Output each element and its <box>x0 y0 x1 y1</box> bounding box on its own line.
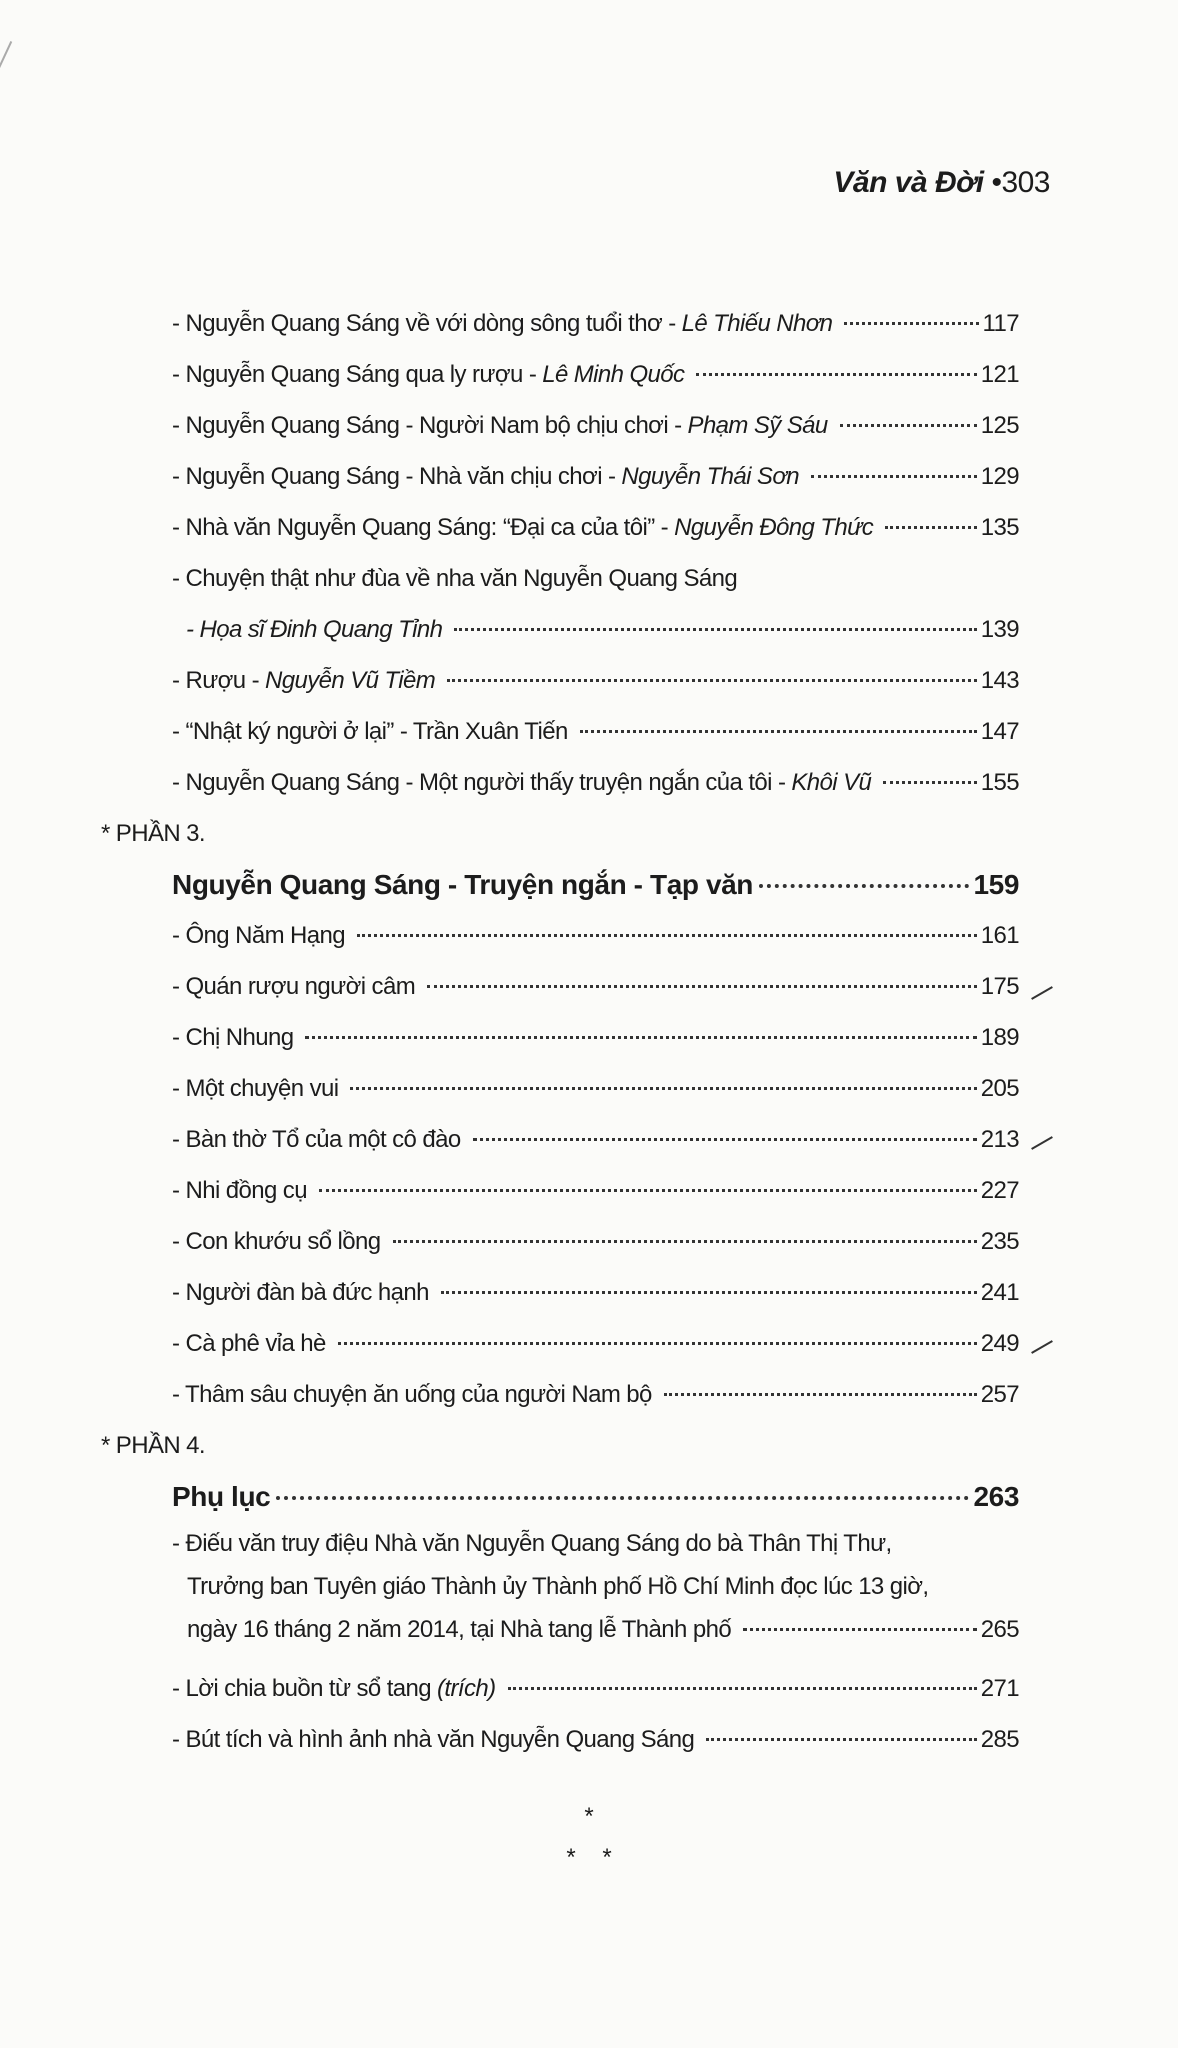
pen-tick-mark <box>1031 1340 1053 1354</box>
dot-leader <box>885 526 977 529</box>
dot-leader <box>473 1138 977 1141</box>
entry-title: * PHẦN 3. <box>101 820 205 847</box>
dot-leader <box>844 322 978 325</box>
entry-page-number: 189 <box>980 1024 1019 1051</box>
toc-entry[interactable] <box>101 604 1019 655</box>
toc-entry[interactable] <box>101 910 1019 961</box>
entry-title: - Nguyễn Quang Sáng - Người Nam bộ chịu chơi - <box>172 412 682 439</box>
toc-entry[interactable] <box>101 1663 1019 1714</box>
entry-title: - Bút tích và hình ảnh nhà văn Nguyễn Quang Sáng <box>172 1726 695 1753</box>
entry-page-number: 227 <box>980 1177 1019 1204</box>
entry-author: Khôi Vũ <box>791 769 872 796</box>
entry-title: - Người đàn bà đức hạnh <box>172 1279 429 1306</box>
dot-leader <box>454 628 976 631</box>
end-ornament-bottom: * * <box>566 1844 612 1871</box>
dot-leader <box>276 1496 969 1500</box>
entry-author: Nguyễn Vũ Tiềm <box>265 667 436 694</box>
pen-tick-mark <box>1031 1136 1053 1150</box>
entry-page-number: 161 <box>980 922 1019 949</box>
scan-mark <box>0 41 12 69</box>
toc-entry[interactable] <box>101 1565 1019 1608</box>
toc-entry[interactable] <box>101 1369 1019 1420</box>
entry-title: - Chuyện thật như đùa về nha văn Nguyễn Quang Sáng <box>172 565 738 592</box>
dot-leader <box>811 475 977 478</box>
dot-leader <box>393 1240 977 1243</box>
toc-entry[interactable] <box>101 961 1019 1012</box>
entry-page-number: 205 <box>980 1075 1019 1102</box>
entry-page-number: 249 <box>980 1330 1019 1357</box>
entry-title: - Rượu - <box>172 667 260 694</box>
entry-title: - Quán rượu người câm <box>172 973 416 1000</box>
entry-title: - Nguyễn Quang Sáng - Một người thấy truyện ngắn của tôi - <box>172 769 786 796</box>
entry-page-number: 257 <box>980 1381 1019 1408</box>
entry-page-number: 213 <box>980 1126 1019 1153</box>
toc-entry[interactable] <box>101 1216 1019 1267</box>
entry-title: - “Nhật ký người ở lại” - Trần Xuân Tiến <box>172 718 568 745</box>
dot-leader <box>508 1687 977 1690</box>
entry-title: * PHẦN 4. <box>101 1432 205 1459</box>
toc-entry[interactable] <box>101 1318 1019 1369</box>
dot-leader <box>338 1342 977 1345</box>
toc-entry[interactable] <box>101 1608 1019 1659</box>
dot-leader <box>743 1628 977 1631</box>
table-of-contents <box>101 298 1019 1765</box>
toc-entry[interactable] <box>101 1063 1019 1114</box>
dot-leader <box>305 1036 976 1039</box>
dot-leader <box>447 679 977 682</box>
part-label[interactable] <box>101 1420 1019 1471</box>
toc-entry[interactable] <box>101 1522 1019 1565</box>
dot-leader <box>441 1291 977 1294</box>
entry-title: - Điếu văn truy điệu Nhà văn Nguyễn Quang Sáng do bà Thân Thị Thư, <box>172 1530 892 1557</box>
dot-leader <box>759 884 969 888</box>
entry-title: Nguyễn Quang Sáng - Truyện ngắn - Tạp văn <box>172 869 753 900</box>
toc-entry[interactable] <box>101 502 1019 553</box>
dot-leader <box>319 1189 977 1192</box>
entry-author: Lê Thiếu Nhơn <box>681 310 833 337</box>
toc-entry[interactable] <box>101 451 1019 502</box>
entry-author: Lê Minh Quốc <box>542 361 685 388</box>
entry-title: ngày 16 tháng 2 năm 2014, tại Nhà tang lễ Thành phố <box>187 1616 732 1643</box>
toc-entry[interactable] <box>101 757 1019 808</box>
running-header <box>833 166 1050 200</box>
toc-entry[interactable] <box>101 1165 1019 1216</box>
entry-page-number: 147 <box>980 718 1019 745</box>
dot-leader <box>427 985 977 988</box>
pen-tick-mark <box>1031 986 1053 1000</box>
entry-page-number: 159 <box>973 869 1019 900</box>
entry-title: - Nguyễn Quang Sáng về với dòng sông tuổi thơ - <box>172 310 676 337</box>
entry-title: - Cà phê vỉa hè <box>172 1330 326 1357</box>
part-label[interactable] <box>101 808 1019 859</box>
dot-leader <box>580 730 977 733</box>
entry-title: - Nguyễn Quang Sáng - Nhà văn chịu chơi - <box>172 463 616 490</box>
entry-title: - Thâm sâu chuyện ăn uống của người Nam bộ <box>172 1381 652 1408</box>
toc-entry[interactable] <box>101 655 1019 706</box>
entry-title: - Một chuyện vui <box>172 1075 339 1102</box>
entry-page-number: 135 <box>980 514 1019 541</box>
entry-page-number: 265 <box>980 1616 1019 1643</box>
section-heading[interactable] <box>101 1471 1019 1522</box>
toc-entry[interactable] <box>101 1012 1019 1063</box>
dot-leader <box>664 1393 977 1396</box>
entry-page-number: 143 <box>980 667 1019 694</box>
entry-title: - Lời chia buồn từ sổ tang <box>172 1675 432 1702</box>
entry-author: Nguyễn Đông Thức <box>674 514 874 541</box>
entry-page-number: 155 <box>980 769 1019 796</box>
page-number: •303 <box>991 166 1050 199</box>
entry-title: - Nguyễn Quang Sáng qua ly rượu - <box>172 361 537 388</box>
entry-title: - Nhà văn Nguyễn Quang Sáng: “Đại ca của tôi” - <box>172 514 669 541</box>
entry-page-number: 175 <box>980 973 1019 1000</box>
entry-page-number: 117 <box>982 310 1019 337</box>
toc-entry[interactable] <box>101 400 1019 451</box>
entry-author: Nguyễn Thái Sơn <box>621 463 800 490</box>
toc-entry[interactable] <box>101 706 1019 757</box>
entry-title: Trưởng ban Tuyên giáo Thành ủy Thành phố Hồ Chí Minh đọc lúc 13 giờ, <box>187 1573 929 1600</box>
end-ornament-top: * <box>584 1803 594 1830</box>
toc-entry[interactable] <box>101 349 1019 400</box>
dot-leader <box>840 424 977 427</box>
toc-entry[interactable] <box>101 1714 1019 1765</box>
entry-page-number: 121 <box>980 361 1019 388</box>
entry-title: Phụ lục <box>172 1481 271 1512</box>
entry-page-number: 285 <box>980 1726 1019 1753</box>
entry-title: - Bàn thờ Tổ của một cô đào <box>172 1126 461 1153</box>
entry-author: (trích) <box>437 1675 496 1702</box>
entry-page-number: 241 <box>980 1279 1019 1306</box>
entry-title: - Ông Năm Hạng <box>172 922 346 949</box>
dot-leader <box>350 1087 976 1090</box>
dot-leader <box>357 934 977 937</box>
entry-author: - Họa sĩ Đinh Quang Tỉnh <box>186 616 443 643</box>
dot-leader <box>883 781 977 784</box>
toc-entry[interactable] <box>101 1114 1019 1165</box>
entry-page-number: 125 <box>980 412 1019 439</box>
entry-title: - Con khướu sổ lồng <box>172 1228 381 1255</box>
section-heading[interactable] <box>101 859 1019 910</box>
entry-page-number: 129 <box>980 463 1019 490</box>
dot-leader <box>696 373 976 376</box>
entry-title: - Chị Nhung <box>172 1024 294 1051</box>
entry-page-number: 139 <box>980 616 1019 643</box>
entry-page-number: 235 <box>980 1228 1019 1255</box>
toc-entry[interactable] <box>101 298 1019 349</box>
entry-page-number: 263 <box>973 1481 1019 1512</box>
toc-entry[interactable] <box>101 1267 1019 1318</box>
entry-title: - Nhi đồng cụ <box>172 1177 307 1204</box>
entry-page-number: 271 <box>980 1675 1019 1702</box>
entry-author: Phạm Sỹ Sáu <box>687 412 828 439</box>
toc-entry[interactable] <box>101 553 1019 604</box>
book-title: Văn và Đời <box>833 166 984 199</box>
dot-leader <box>706 1738 976 1741</box>
